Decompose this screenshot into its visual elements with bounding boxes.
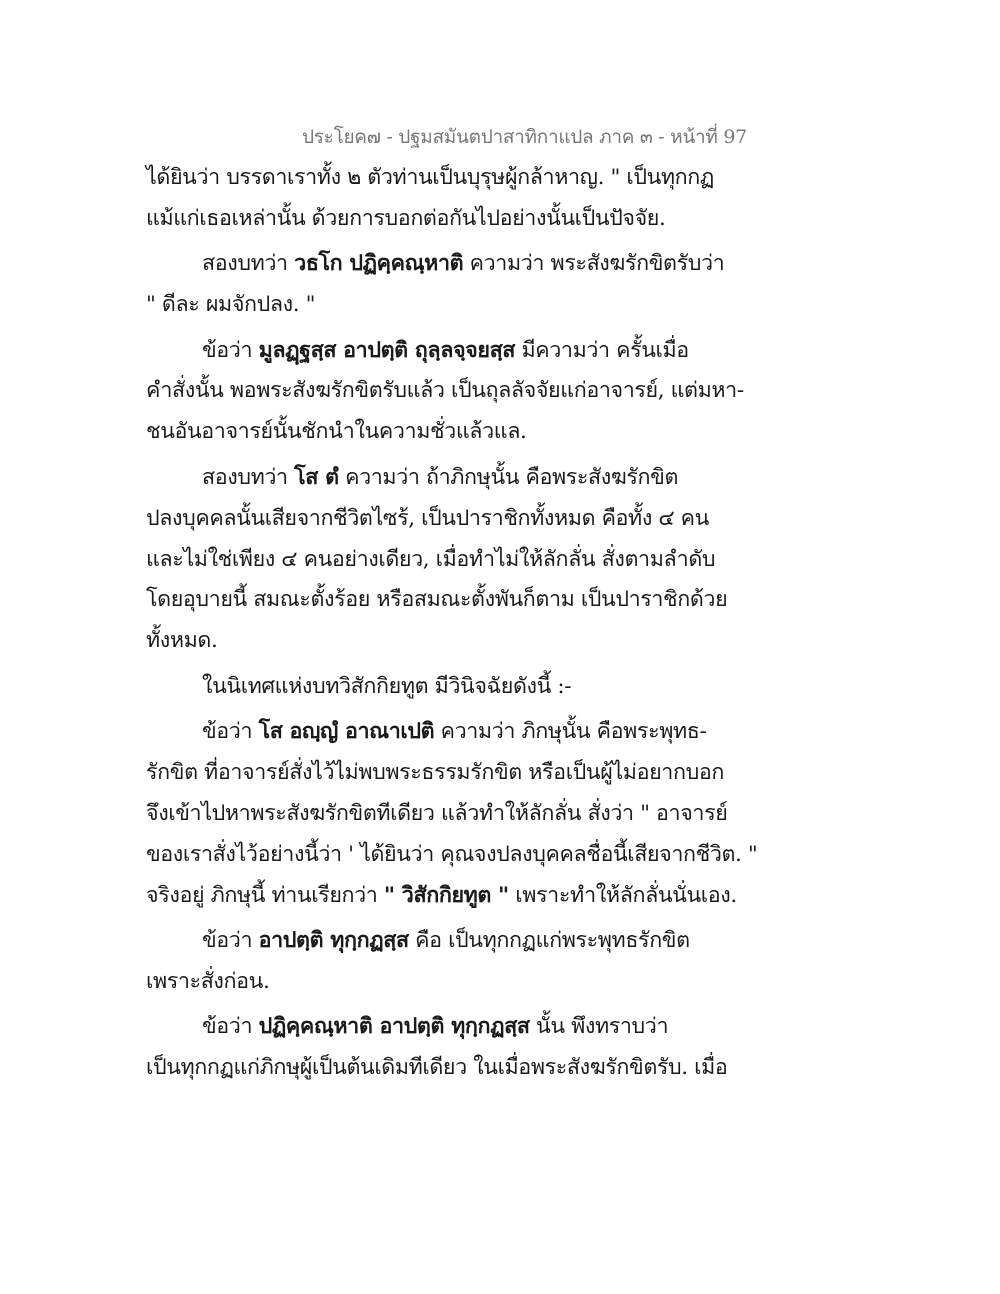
- paragraph-first-line: [146, 331, 706, 372]
- text-line: [146, 835, 758, 876]
- text-run: คือ เป็นทุกกฏแก่พระพุทธรักขิต: [408, 928, 690, 954]
- text-run: ปลงบุคคลนั้นเสียจากชีวิตไซร้, เป็นปาราชิกทั้งหมด คือทั้ง ๔ คน: [146, 505, 709, 531]
- pali-term: วธโก ปฏิคฺคณฺหาติ: [294, 251, 464, 277]
- text-run: ข้อว่า: [202, 928, 259, 954]
- text-run: สองบทว่า: [202, 251, 295, 277]
- text-line: [146, 499, 709, 540]
- text-line: [146, 1048, 728, 1089]
- text-run: เพราะสั่งก่อน.: [146, 968, 270, 994]
- text-run: ข้อว่า: [202, 337, 259, 363]
- pali-term: โส ตํ: [294, 464, 339, 490]
- text-line: [146, 876, 737, 917]
- text-run: จึงเข้าไปหาพระสังฆรักขิตทีเดียว แล้วทำให้ลักลั่น สั่งว่า " อาจารย์: [146, 800, 728, 826]
- text-run: คำสั่งนั้น พอพระสังฆรักขิตรับแล้ว เป็นถุลลัจจัยแก่อาจารย์, แต่มหา-: [146, 378, 744, 404]
- text-line: [146, 540, 716, 581]
- text-run: ของเราสั่งไว้อย่างนี้ว่า ' ได้ยินว่า คุณจงปลงบุคคลชื่อนี้เสียจากชีวิต. ": [146, 841, 758, 867]
- text-line: [146, 753, 724, 794]
- text-run: แม้แก่เธอเหล่านั้น ด้วยการบอกต่อกันไปอย่างนั้นเป็นปัจจัย.: [146, 205, 666, 231]
- text-run: ชนอันอาจารย์นั้นชักนำในความชั่วแล้วแล.: [146, 419, 527, 445]
- text-run: ข้อว่า: [202, 719, 259, 745]
- text-run: เพราะทำให้ลักลั่นนั่นเอง.: [508, 882, 737, 908]
- text-line: [146, 794, 728, 835]
- pali-term: ปฏิคฺคณฺหาติ อาปตฺติ ทุกฺกฏสฺส: [258, 1014, 530, 1040]
- pali-term: มูลฏฺฐสฺส อาปตฺติ ถุลฺลจฺจยสฺส: [258, 337, 516, 363]
- text-run: " ดีละ ผมจักปลง. ": [146, 292, 316, 318]
- pali-term: โส อญฺญํ อาณาเปติ: [258, 719, 435, 745]
- text-run: ความว่า ถ้าภิกษุนั้น คือพระสังฆรักขิต: [338, 464, 679, 490]
- text-run: โดยอุบายนี้ สมณะตั้งร้อย หรือสมณะตั้งพันก็ตาม เป็นปาราชิกด้วย: [146, 587, 728, 613]
- text-line: [146, 199, 706, 240]
- text-run: ความว่า ภิกษุนั้น คือพระพุทธ-: [434, 719, 707, 745]
- paragraph-first-line: [146, 458, 706, 499]
- paragraph-first-line: [146, 712, 706, 753]
- text-run: รักขิต ที่อาจารย์สั่งไว้ไม่พบพระธรรมรักขิต หรือเป็นผู้ไม่อยากบอก: [146, 759, 724, 785]
- paragraph-first-line: [146, 1007, 706, 1048]
- paragraph-first-line: [146, 921, 706, 962]
- text-line: [146, 158, 714, 199]
- text-run: และไม่ใช่เพียง ๔ คนอย่างเดียว, เมื่อทำไม่ให้ลักลั่น สั่งตามลำดับ: [146, 546, 716, 572]
- text-run: ความว่า พระสังฆรักขิตรับว่า: [463, 251, 725, 277]
- text-line: [146, 285, 706, 326]
- paragraph-first-line: [146, 667, 706, 708]
- text-run: นั้น พึงทราบว่า: [529, 1014, 669, 1040]
- text-line: [146, 580, 728, 621]
- body-text: [146, 158, 758, 1089]
- text-run: ได้ยินว่า บรรดาเราทั้ง ๒ ตัวท่านเป็นบุรุษผู้กล้าหาญ. " เป็นทุกกฏ: [146, 165, 714, 190]
- page-header: [0, 122, 1000, 150]
- text-line: [146, 621, 706, 662]
- text-line: [146, 412, 706, 453]
- paragraph-first-line: [146, 244, 725, 285]
- text-run: ข้อว่า: [202, 1014, 259, 1040]
- text-run: จริงอยู่ ภิกษุนี้ ท่านเรียกว่า: [146, 882, 384, 908]
- text-line: [146, 371, 744, 412]
- text-run: ทั้งหมด.: [146, 628, 218, 654]
- text-line: [146, 962, 706, 1003]
- text-run: เป็นทุกกฏแก่ภิกษุผู้เป็นต้นเดิมทีเดียว ในเมื่อพระสังฆรักขิตรับ. เมื่อ: [146, 1055, 728, 1081]
- text-run: มีความว่า ครั้นเมื่อ: [515, 337, 689, 363]
- text-run: ในนิเทศแห่งบทวิสักกิยทูต มีวินิจฉัยดังนี้ :-: [202, 673, 572, 699]
- pali-term: " วิสักกิยทูต ": [383, 882, 509, 908]
- text-run: สองบทว่า: [202, 464, 295, 490]
- pali-term: อาปตฺติ ทุกฺกฏสฺส: [258, 928, 409, 954]
- running-title: ประโยค๗ - ปฐมสมันตปาสาทิกาแปล ภาค ๓ - หน้าที่ 97: [302, 126, 747, 148]
